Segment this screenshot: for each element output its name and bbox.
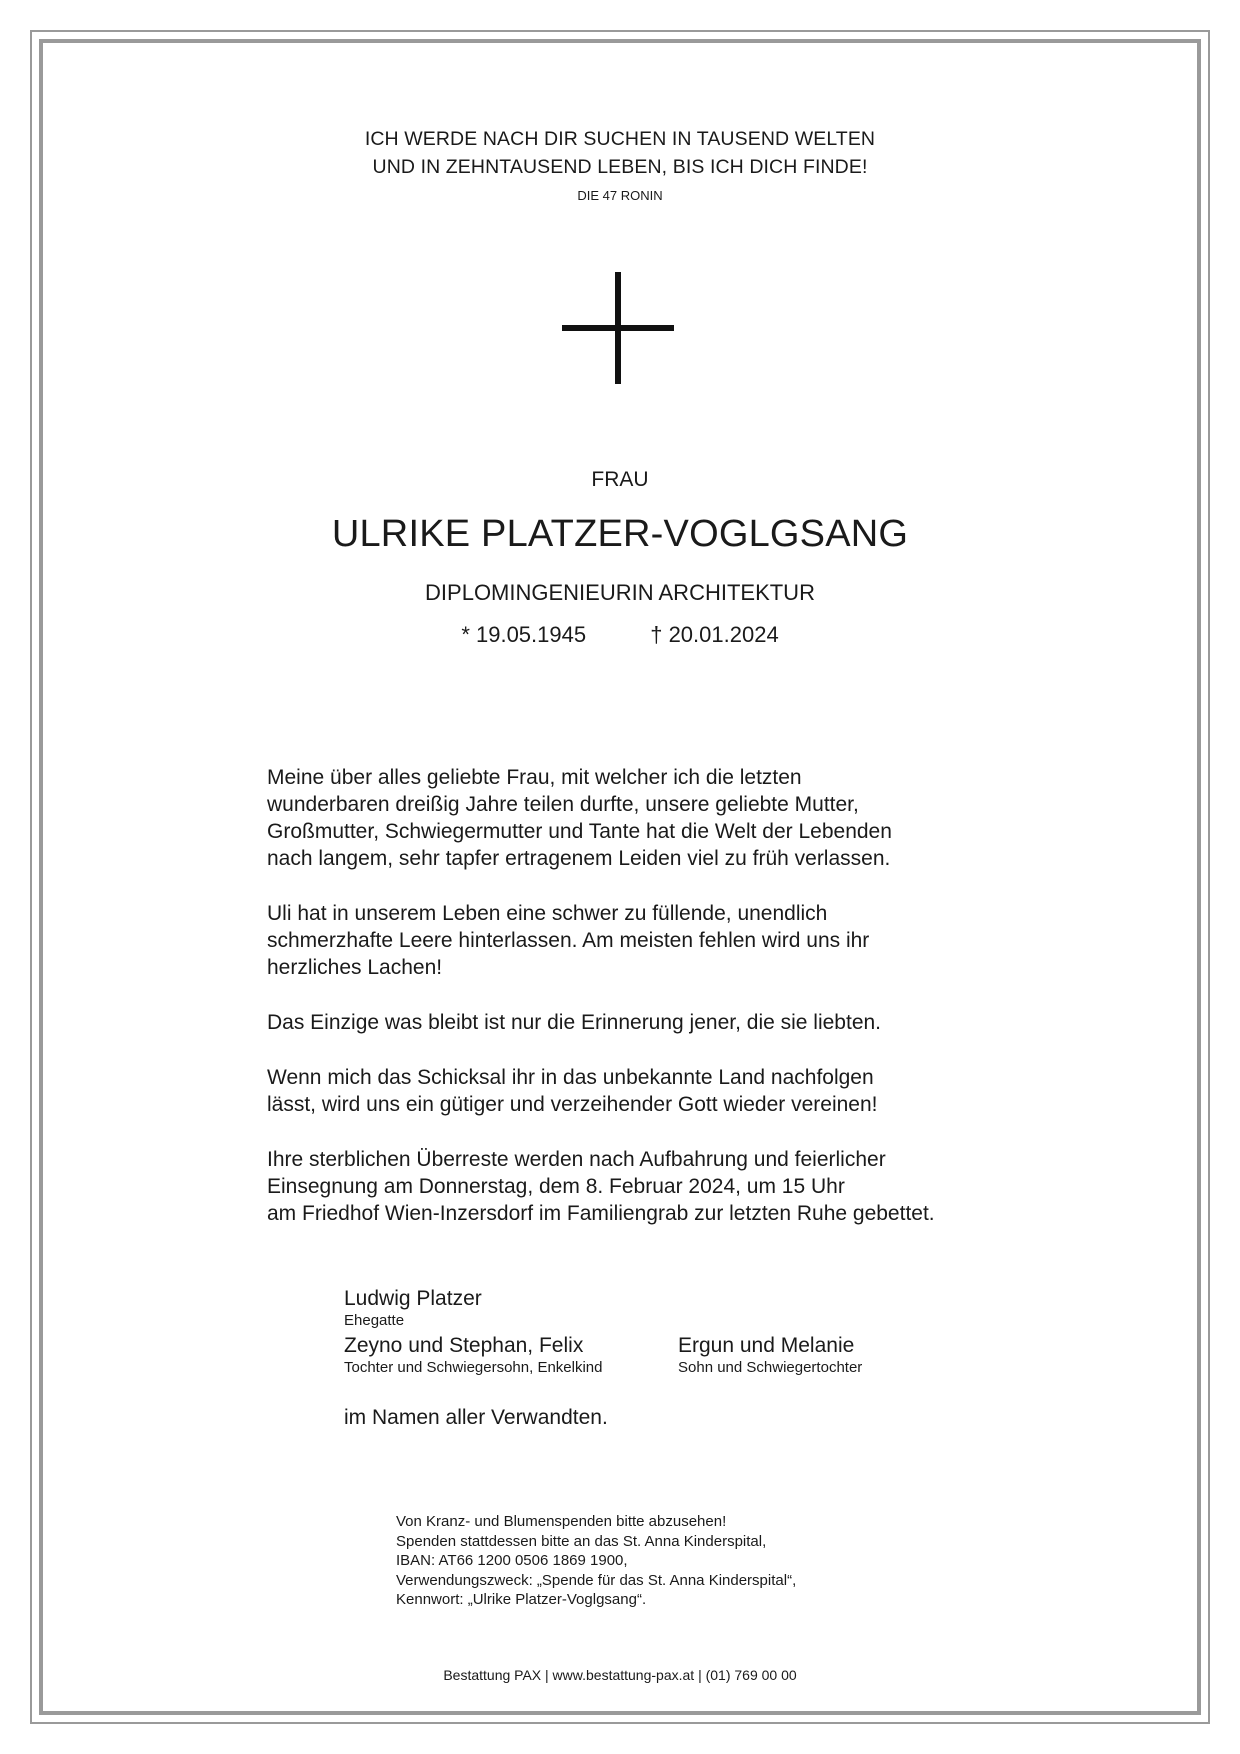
profession: DIPLOMINGENIEURIN ARCHITEKTUR: [425, 580, 815, 605]
text-line: nach langem, sehr tapfer ertragenem Leiden viel zu früh verlassen.: [267, 847, 891, 870]
mourner-role: Tochter und Schwiegersohn, Enkelkind: [344, 1359, 603, 1376]
mourner-role: Ehegatte: [344, 1312, 405, 1329]
mourner-son: [678, 1333, 862, 1377]
deceased-name: ULRIKE PLATZER-VOGLGSANG: [331, 513, 909, 555]
quote: [0, 125, 1240, 181]
birth-date: * 19.05.1945: [461, 622, 587, 647]
text-line: Uli hat in unserem Leben eine schwer zu füllende, unendlich: [267, 902, 828, 925]
death-date: † 20.01.2024: [650, 622, 779, 647]
closing-line: im Namen aller Verwandten.: [344, 1406, 608, 1429]
text-line: herzliches Lachen!: [267, 956, 443, 979]
donation-line: Verwendungszweck: „Spende für das St. Anna Kinderspital“,: [396, 1571, 797, 1589]
quote-line-1: ICH WERDE NACH DIR SUCHEN IN TAUSEND WELTEN: [364, 128, 876, 150]
mourner-name: Ludwig Platzer: [344, 1287, 482, 1310]
text-line: Das Einzige was bleibt ist nur die Erinnerung jener, die sie liebten.: [267, 1011, 882, 1034]
text-line: am Friedhof Wien-Inzersdorf im Familiengrab zur letzten Ruhe gebettet.: [267, 1202, 935, 1225]
text-line: wunderbaren dreißig Jahre teilen durfte, unsere geliebte Mutter,: [267, 793, 859, 816]
donation-note: [396, 1512, 796, 1610]
mourner-spouse: [344, 1286, 482, 1330]
obituary-text: [267, 736, 1027, 1255]
latin-cross-icon: [562, 272, 674, 384]
text-line: schmerzhafte Leere hinterlassen. Am meisten fehlen wird uns ihr: [267, 929, 870, 952]
footer-contact: Bestattung PAX | www.bestattung-pax.at | (01) 769 00 00: [443, 1667, 797, 1683]
donation-line: Kennwort: „Ulrike Platzer-Voglgsang“.: [396, 1591, 647, 1608]
life-dates: [0, 622, 1240, 648]
mourner-name: Ergun und Melanie: [678, 1334, 855, 1357]
text-line: Ihre sterblichen Überreste werden nach Aufbahrung und feierlicher: [267, 1148, 886, 1171]
cross-horizontal-bar: [562, 325, 674, 331]
salutation: FRAU: [591, 468, 649, 491]
donation-line: Spenden stattdessen bitte an das St. Anna Kinderspital,: [396, 1532, 767, 1550]
quote-line-2: UND IN ZEHNTAUSEND LEBEN, BIS ICH DICH FINDE!: [372, 156, 868, 178]
text-line: Wenn mich das Schicksal ihr in das unbekannte Land nachfolgen: [267, 1066, 874, 1089]
text-line: Großmutter, Schwiegermutter und Tante hat die Welt der Lebenden: [267, 820, 892, 843]
text-line: Meine über alles geliebte Frau, mit welcher ich die letzten: [267, 766, 802, 789]
donation-line: IBAN: AT66 1200 0506 1869 1900,: [396, 1552, 628, 1569]
text-line: lässt, wird uns ein gütiger und verzeihender Gott wieder vereinen!: [267, 1093, 878, 1116]
mourner-daughter: [344, 1333, 603, 1377]
donation-line: Von Kranz- und Blumenspenden bitte abzusehen!: [396, 1513, 727, 1530]
mourner-role: Sohn und Schwiegertochter: [678, 1359, 863, 1376]
text-line: Einsegnung am Donnerstag, dem 8. Februar 2024, um 15 Uhr: [267, 1175, 845, 1198]
mourner-name: Zeyno und Stephan, Felix: [344, 1334, 584, 1357]
quote-source: DIE 47 RONIN: [577, 188, 663, 203]
